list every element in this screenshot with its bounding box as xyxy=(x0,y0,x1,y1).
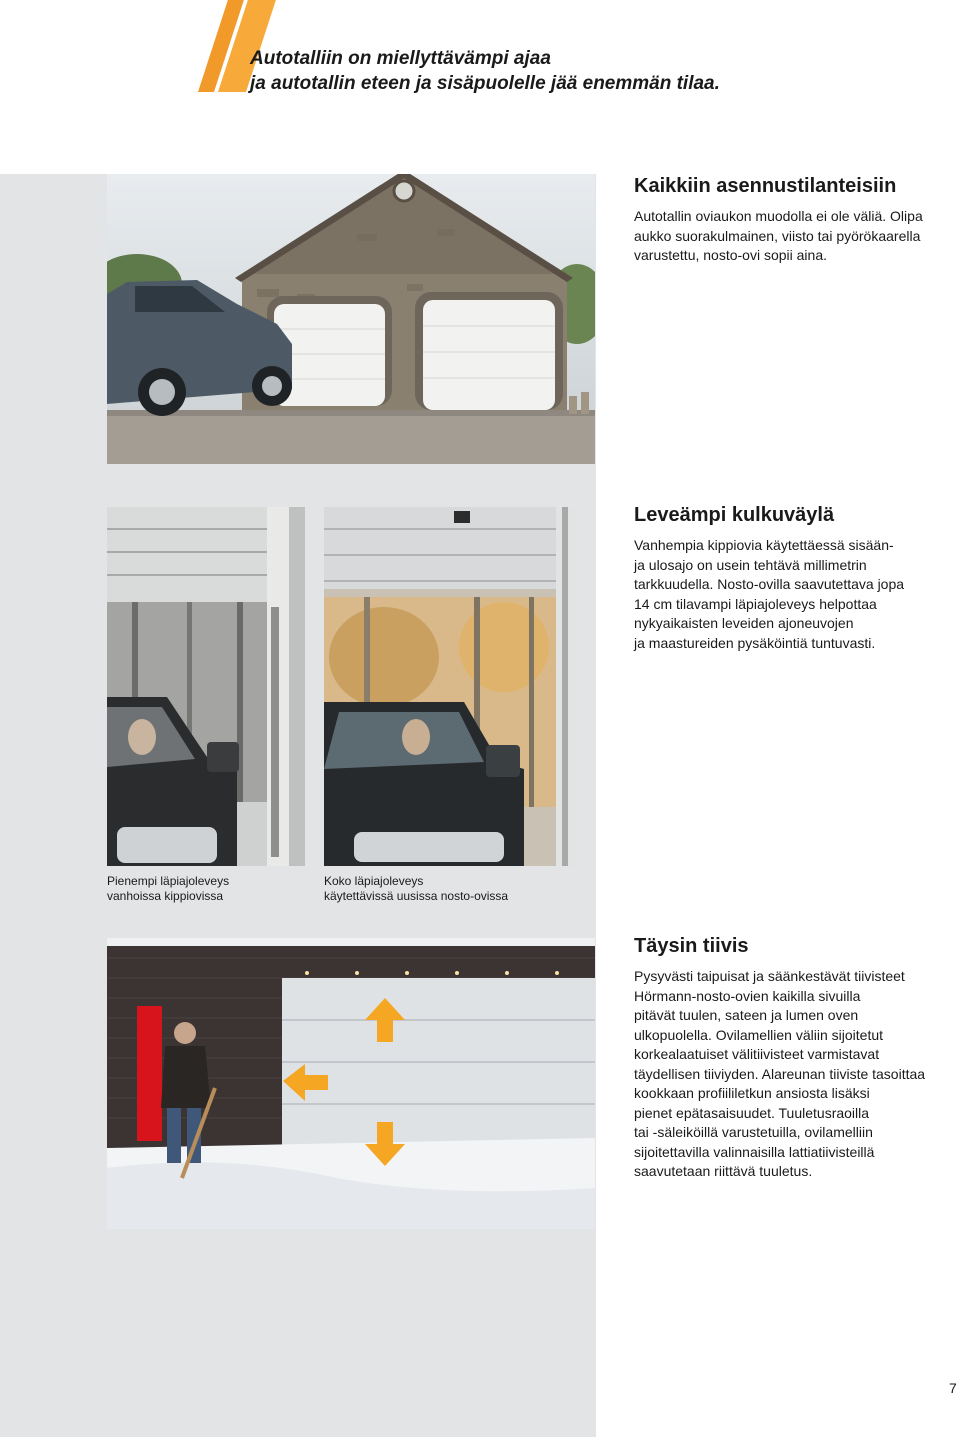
body-line: varustettu, nosto-ovi sopii aina. xyxy=(634,247,827,263)
body-line: aukko suorakulmainen, viisto tai pyörökaarella xyxy=(634,227,921,244)
section-body xyxy=(634,536,954,653)
body-line: tai -säleiköillä varustetuilla, ovilamelliin xyxy=(634,1124,873,1140)
sectional-door-photo xyxy=(324,507,577,866)
section-title: Kaikkiin asennustilanteisiin xyxy=(634,175,897,197)
body-line: pienet epätasaisuudet. Tuuletusraoilla xyxy=(634,1104,870,1121)
caption-sectional-door xyxy=(324,874,508,904)
body-line: Vanhempia kippiovia käytettäessä sisään- xyxy=(634,537,894,553)
garage-house-photo xyxy=(107,174,595,464)
section-body xyxy=(634,207,954,266)
body-line: ulkopuolella. Ovilamellien väliin sijoitetut xyxy=(634,1026,884,1043)
body-line: ja ulosajo on usein tehtävä millimetrin xyxy=(634,556,867,573)
body-line: ja maastureiden pysäköintiä tuntuvasti. xyxy=(634,634,876,651)
body-line: korkealaatuiset välitiivisteet varmistavat xyxy=(634,1046,880,1062)
section-body xyxy=(634,967,954,1182)
section-title: Leveämpi kulkuväylä xyxy=(634,504,835,526)
body-line: sijoitettavilla valinnaisilla lattiatiivisteillä xyxy=(634,1143,875,1160)
body-line: täydellisen tiiviyden. Alareunan tiiviste tasoittaa xyxy=(634,1065,926,1082)
body-line: pitävät tuulen, sateen ja lumen oven xyxy=(634,1007,859,1023)
body-line: Pysyvästi taipuisat ja säänkestävät tiivisteet xyxy=(634,968,905,984)
caption-line: Pienempi läpiajoleveys xyxy=(107,874,230,888)
body-line: Autotallin oviaukon muodolla ei ole väliä. Olipa xyxy=(634,208,923,224)
caption-line: käytettävissä uusissa nosto-ovissa xyxy=(324,889,509,903)
caption-line: Koko läpiajoleveys xyxy=(324,874,424,888)
section-title: Täysin tiivis xyxy=(634,935,749,957)
tilt-door-photo xyxy=(107,507,305,866)
body-line: saavutetaan riittävä tuuletus. xyxy=(634,1163,813,1179)
body-line: kookkaan profiililetkun ansiosta lisäksi xyxy=(634,1085,870,1101)
body-line: nykyaikaisten leveiden ajoneuvojen xyxy=(634,615,854,631)
body-line: tarkkuudella. Nosto-ovilla saavutettava jopa xyxy=(634,576,905,592)
caption-tilt-door xyxy=(107,874,229,904)
page-tagline xyxy=(250,46,720,96)
page-number: 7 xyxy=(949,1380,957,1396)
body-line: 14 cm tilavampi läpiajoleveys helpottaa xyxy=(634,595,877,612)
body-line: Hörmann-nosto-ovien kaikilla sivuilla xyxy=(634,987,861,1004)
tagline-line: ja autotallin eteen ja sisäpuolelle jää enemmän tilaa. xyxy=(250,73,720,94)
caption-line: vanhoissa kippiovissa xyxy=(107,889,224,903)
snow-garage-photo xyxy=(107,938,595,1229)
tagline-line: Autotalliin on miellyttävämpi ajaa xyxy=(250,48,551,69)
